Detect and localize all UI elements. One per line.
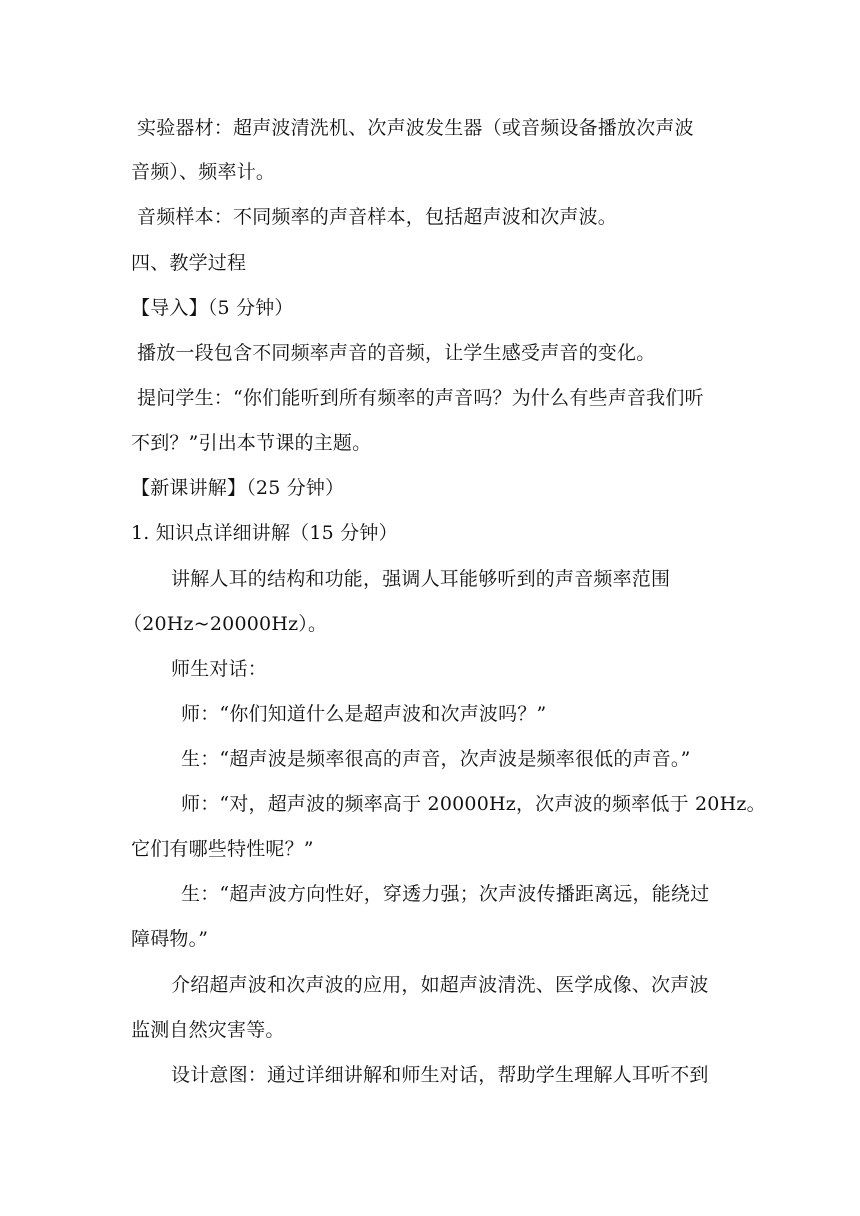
section-heading: 【新课讲解】（25 分钟） — [131, 477, 345, 499]
paragraph-line: 音频）、频率计。 — [131, 161, 276, 183]
dialogue-line: 障碍物。” — [131, 928, 209, 950]
dialogue-line: 生：“超声波是频率很高的声音，次声波是频率很低的声音。” — [181, 748, 691, 770]
paragraph-line: 不到？”引出本节课的主题。 — [131, 432, 372, 454]
section-heading: 四、教学过程 — [131, 252, 247, 274]
paragraph-line: 播放一段包含不同频率声音的音频，让学生感受声音的变化。 — [137, 342, 656, 364]
paragraph-line: 音频样本：不同频率的声音样本，包括超声波和次声波。 — [137, 206, 618, 228]
paragraph-line: 提问学生：“你们能听到所有频率的声音吗？为什么有些声音我们听 — [137, 387, 704, 409]
paragraph-line: 监测自然灾害等。 — [131, 1019, 285, 1041]
subsection-heading: 1. 知识点详细讲解（15 分钟） — [131, 522, 398, 544]
paragraph-line: 介绍超声波和次声波的应用，如超声波清洗、医学成像、次声波 — [171, 974, 709, 996]
paragraph-line: 讲解人耳的结构和功能，强调人耳能够听到的声音频率范围 — [171, 568, 671, 590]
paragraph-line: 实验器材：超声波清洗机、次声波发生器（或音频设备播放次声波 — [137, 117, 694, 139]
paragraph-line: （20Hz~20000Hz）。 — [123, 613, 328, 635]
dialogue-line: 师：“你们知道什么是超声波和次声波吗？” — [181, 703, 547, 725]
section-heading: 【导入】（5 分钟） — [131, 297, 294, 319]
paragraph-line: 师生对话： — [171, 658, 268, 680]
paragraph-line: 设计意图：通过详细讲解和师生对话，帮助学生理解人耳听不到 — [171, 1064, 709, 1086]
dialogue-line: 师：“对，超声波的频率高于 20000Hz，次声波的频率低于 20Hz。 — [181, 793, 766, 815]
dialogue-line: 生：“超声波方向性好，穿透力强；次声波传播距离远，能绕过 — [181, 883, 710, 905]
dialogue-line: 它们有哪些特性呢？” — [131, 838, 314, 860]
